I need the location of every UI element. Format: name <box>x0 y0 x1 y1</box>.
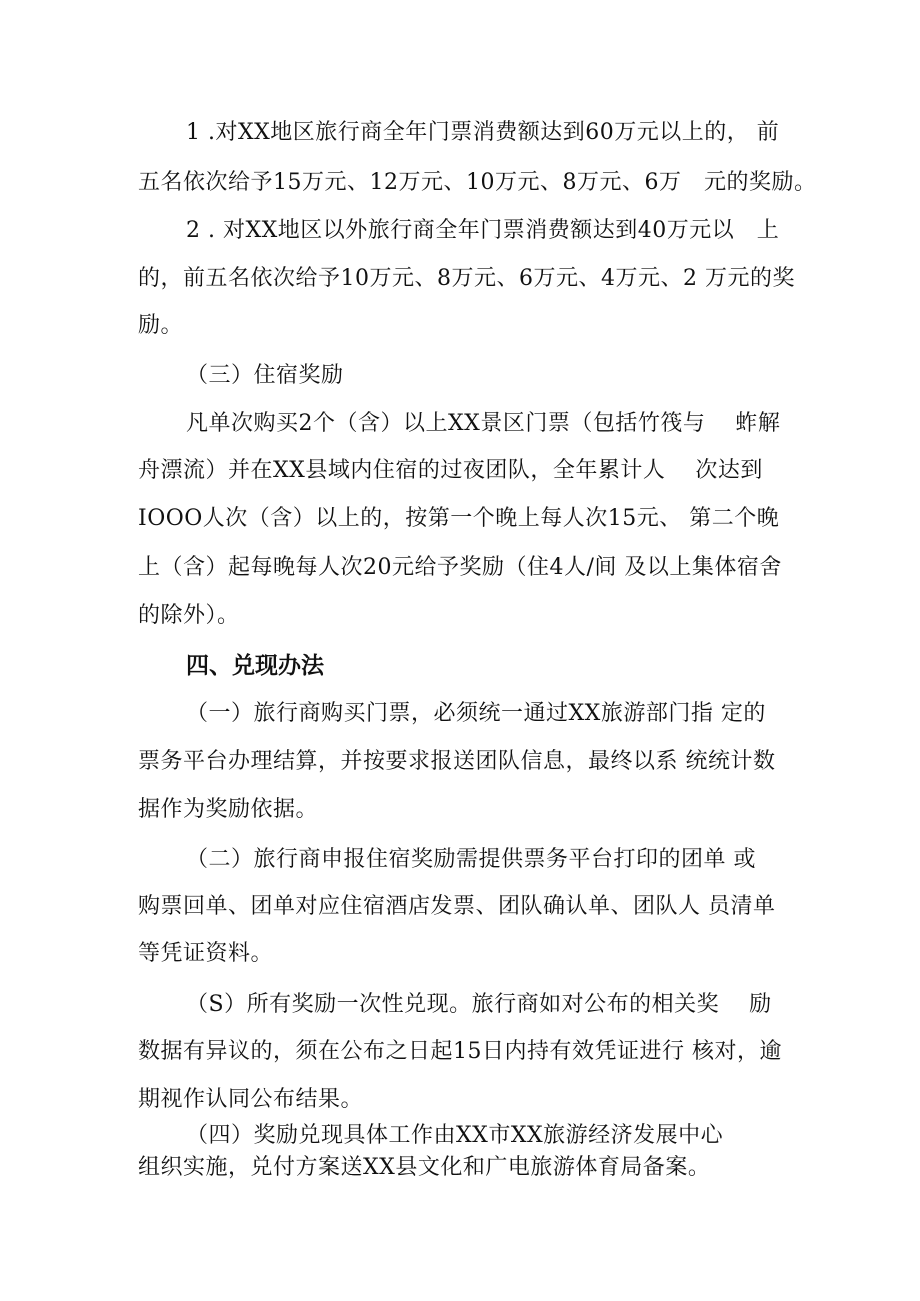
para-4-line-2: 票务平台办理结算，并按要求报送团队信息，最终以系 统统计数 <box>138 749 776 774</box>
para-3-line-3: IOOO人次（含）以上的，按第一个晚上每人次15元、 第二个晚 <box>138 506 780 531</box>
para-6-line-1: （S）所有奖励一次性兑现。旅行商如对公布的相关奖 励 <box>186 992 772 1017</box>
para-5-line-3: 等凭证资料。 <box>138 941 274 966</box>
para-3-line-5: 的除外）。 <box>138 603 240 628</box>
subheading-lodging-reward: （三）住宿奖励 <box>186 363 344 388</box>
para-6-line-3: 期视作认同公布结果。 <box>138 1087 364 1112</box>
section-heading-redemption: 四、兑现办法 <box>186 653 324 679</box>
para-3-line-1: 凡单次购买2个（含）以上XX景区门票（包括竹筏与 蚱解 <box>186 411 781 436</box>
para-2-line-3: 励。 <box>138 313 184 338</box>
para-5-line-1: （二）旅行商申报住宿奖励需提供票务平台打印的团单 或 <box>186 847 756 872</box>
para-4-line-1: （一）旅行商购买门票，必须统一通过XX旅游部门指 定的 <box>186 701 766 726</box>
para-4-line-3: 据作为奖励依据。 <box>138 797 319 822</box>
para-2-line-2: 的，前五名依次给予10万元、8万元、6万元、4万元、2 万元的奖 <box>138 266 795 291</box>
para-6-line-2: 数据有异议的，须在公布之日起15日内持有效凭证进行 核对，逾 <box>138 1039 782 1064</box>
para-2-line-1: 2 . 对XX地区以外旅行商全年门票消费额达到40万元以 上 <box>186 218 780 243</box>
para-1-line-1: 1 .对XX地区旅行商全年门票消费额达到60万元以上的， 前 <box>186 120 780 145</box>
para-5-line-2: 购票回单、团单对应住宿酒店发票、团队确认单、团队人 员清单 <box>138 894 776 919</box>
para-7-line-2: 组织实施，兑付方案送XX县文化和广电旅游体育局备案。 <box>138 1155 711 1180</box>
para-3-line-2: 舟漂流）并在XX县域内住宿的过夜团队，全年累计人 次达到 <box>138 458 763 483</box>
para-7-line-1: （四）奖励兑现具体工作由XX市XX旅游经济发展中心 <box>186 1123 724 1148</box>
para-1-line-2: 五名依次给予15万元、12万元、10万元、8万元、6万 元的奖励。 <box>138 170 817 195</box>
para-3-line-4: 上（含）起每晚每人次20元给予奖励（住4人/间 及以上集体宿舍 <box>138 555 782 580</box>
